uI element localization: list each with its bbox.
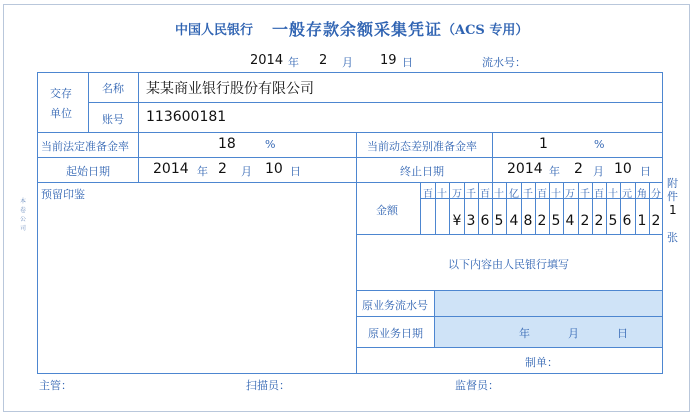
pboc-note: 以下内容由人民银行填写 bbox=[448, 258, 569, 271]
digit-cell: 5 bbox=[551, 213, 561, 229]
digit-unit-label: 角 bbox=[637, 189, 647, 200]
digit-unit-label: 十 bbox=[551, 189, 561, 200]
digit-cell: 6 bbox=[480, 213, 490, 229]
rule-depositor-mid bbox=[88, 102, 663, 103]
digit-unit-label: 千 bbox=[466, 189, 476, 200]
amount-label: 金额 bbox=[376, 204, 398, 217]
dynamic-rate-unit: % bbox=[594, 138, 605, 151]
rule-amount-bottom bbox=[356, 234, 663, 235]
edition-tag: （ACS 专用） bbox=[442, 23, 529, 38]
attachment-count: 1 bbox=[669, 203, 677, 217]
header-month-label: 月 bbox=[342, 56, 353, 69]
digit-unit-label: 百 bbox=[423, 189, 433, 200]
scanner-label: 扫描员： bbox=[246, 379, 290, 392]
digit-unit-label: 十 bbox=[494, 189, 504, 200]
rule-rates-c1 bbox=[138, 132, 139, 182]
digit-cell: 6 bbox=[622, 213, 632, 229]
dynamic-rate-label: 当前动态差别准备金率 bbox=[367, 140, 477, 153]
digit-column-rule bbox=[449, 182, 450, 234]
start-month: 2 bbox=[218, 161, 227, 177]
end-month-label: 月 bbox=[593, 165, 604, 178]
rule-seal-right bbox=[356, 182, 357, 374]
rule-pboc-bottom bbox=[356, 347, 663, 348]
digit-unit-label: 元 bbox=[622, 189, 632, 200]
digit-cell: 2 bbox=[651, 213, 661, 229]
name-label: 名称 bbox=[102, 82, 124, 95]
rule-dates-bottom bbox=[37, 182, 663, 183]
depositor-group-label: 交存单位 bbox=[50, 87, 72, 120]
orig-serial-label: 原业务流水号 bbox=[362, 299, 428, 312]
digit-unit-label: 万 bbox=[565, 189, 575, 200]
digit-unit-label: 亿 bbox=[509, 189, 519, 200]
legal-rate-value: 18 bbox=[218, 136, 236, 152]
bank-name: 中国人民银行 bbox=[175, 23, 254, 38]
attachment-label: 附件 bbox=[667, 177, 678, 203]
dynamic-rate-value: 1 bbox=[539, 136, 548, 152]
header-year-label: 年 bbox=[288, 56, 299, 69]
digit-unit-label: 百 bbox=[480, 189, 490, 200]
rule-depositor-col1 bbox=[88, 72, 89, 132]
attachment-unit: 张 bbox=[667, 231, 678, 244]
start-day: 10 bbox=[265, 161, 283, 177]
rule-depositor-bottom bbox=[37, 132, 663, 133]
auditor-label: 监督员： bbox=[455, 379, 499, 392]
orig-month-label: 月 bbox=[568, 327, 579, 340]
header-year: 2014 bbox=[250, 53, 284, 68]
digit-cell: 2 bbox=[537, 213, 547, 229]
end-date-label: 终止日期 bbox=[400, 165, 444, 178]
digit-unit-label: 千 bbox=[580, 189, 590, 200]
end-year: 2014 bbox=[507, 161, 543, 177]
rule-amount-label-right bbox=[420, 182, 421, 234]
digit-unit-label: 分 bbox=[651, 189, 661, 200]
digit-cell: 4 bbox=[565, 213, 575, 229]
serial-label: 流水号： bbox=[482, 56, 526, 69]
digit-cell: 1 bbox=[637, 213, 647, 229]
rule-pboc-col bbox=[434, 290, 435, 347]
orig-day-label: 日 bbox=[617, 327, 628, 340]
digit-cell: 5 bbox=[494, 213, 504, 229]
rule-depositor-col2 bbox=[138, 72, 139, 132]
digit-cell: 8 bbox=[523, 213, 533, 229]
digit-unit-label: 十 bbox=[608, 189, 618, 200]
orig-date-label: 原业务日期 bbox=[368, 327, 423, 340]
rule-rates-c3 bbox=[492, 132, 493, 182]
digit-unit-label: 百 bbox=[537, 189, 547, 200]
left-side-note: 本卷公司 bbox=[20, 198, 27, 232]
rule-rates-c2 bbox=[356, 132, 357, 182]
digit-column-rule bbox=[506, 182, 507, 234]
digit-unit-label: 万 bbox=[452, 189, 462, 200]
rule-pboc-top bbox=[356, 290, 663, 291]
start-year: 2014 bbox=[153, 161, 189, 177]
orig-serial-field bbox=[435, 291, 662, 316]
digit-cell: 5 bbox=[608, 213, 618, 229]
seal-label: 预留印鉴 bbox=[41, 188, 85, 201]
legal-rate-unit: % bbox=[265, 138, 276, 151]
start-month-label: 月 bbox=[241, 165, 252, 178]
maker-label: 制单： bbox=[525, 356, 558, 369]
end-day: 10 bbox=[614, 161, 632, 177]
legal-rate-label: 当前法定准备金率 bbox=[41, 140, 129, 153]
rule-pboc-mid bbox=[356, 316, 663, 317]
rule-rates-bottom bbox=[37, 157, 663, 158]
voucher-title: 一般存款余额采集凭证 bbox=[272, 20, 443, 39]
header-month: 2 bbox=[319, 53, 328, 68]
start-day-label: 日 bbox=[290, 165, 301, 178]
orig-year-label: 年 bbox=[519, 327, 530, 340]
end-day-label: 日 bbox=[640, 165, 651, 178]
depositor-name: 某某商业银行股份有限公司 bbox=[146, 81, 314, 97]
end-month: 2 bbox=[574, 161, 583, 177]
digit-cell: 2 bbox=[594, 213, 604, 229]
start-date-label: 起始日期 bbox=[66, 165, 110, 178]
digit-cell: 3 bbox=[466, 213, 476, 229]
digit-unit-label: 千 bbox=[523, 189, 533, 200]
header-day-label: 日 bbox=[402, 56, 413, 69]
digit-unit-label: 十 bbox=[437, 189, 447, 200]
digit-cell: 2 bbox=[580, 213, 590, 229]
end-year-label: 年 bbox=[549, 165, 560, 178]
account-number: 113600181 bbox=[146, 109, 227, 125]
digit-cell: ¥ bbox=[452, 213, 462, 229]
account-label: 账号 bbox=[102, 113, 124, 126]
start-year-label: 年 bbox=[197, 165, 208, 178]
digit-cell: 4 bbox=[509, 213, 519, 229]
supervisor-label: 主管： bbox=[39, 379, 72, 392]
digit-unit-label: 百 bbox=[594, 189, 604, 200]
header-day: 19 bbox=[380, 53, 397, 68]
